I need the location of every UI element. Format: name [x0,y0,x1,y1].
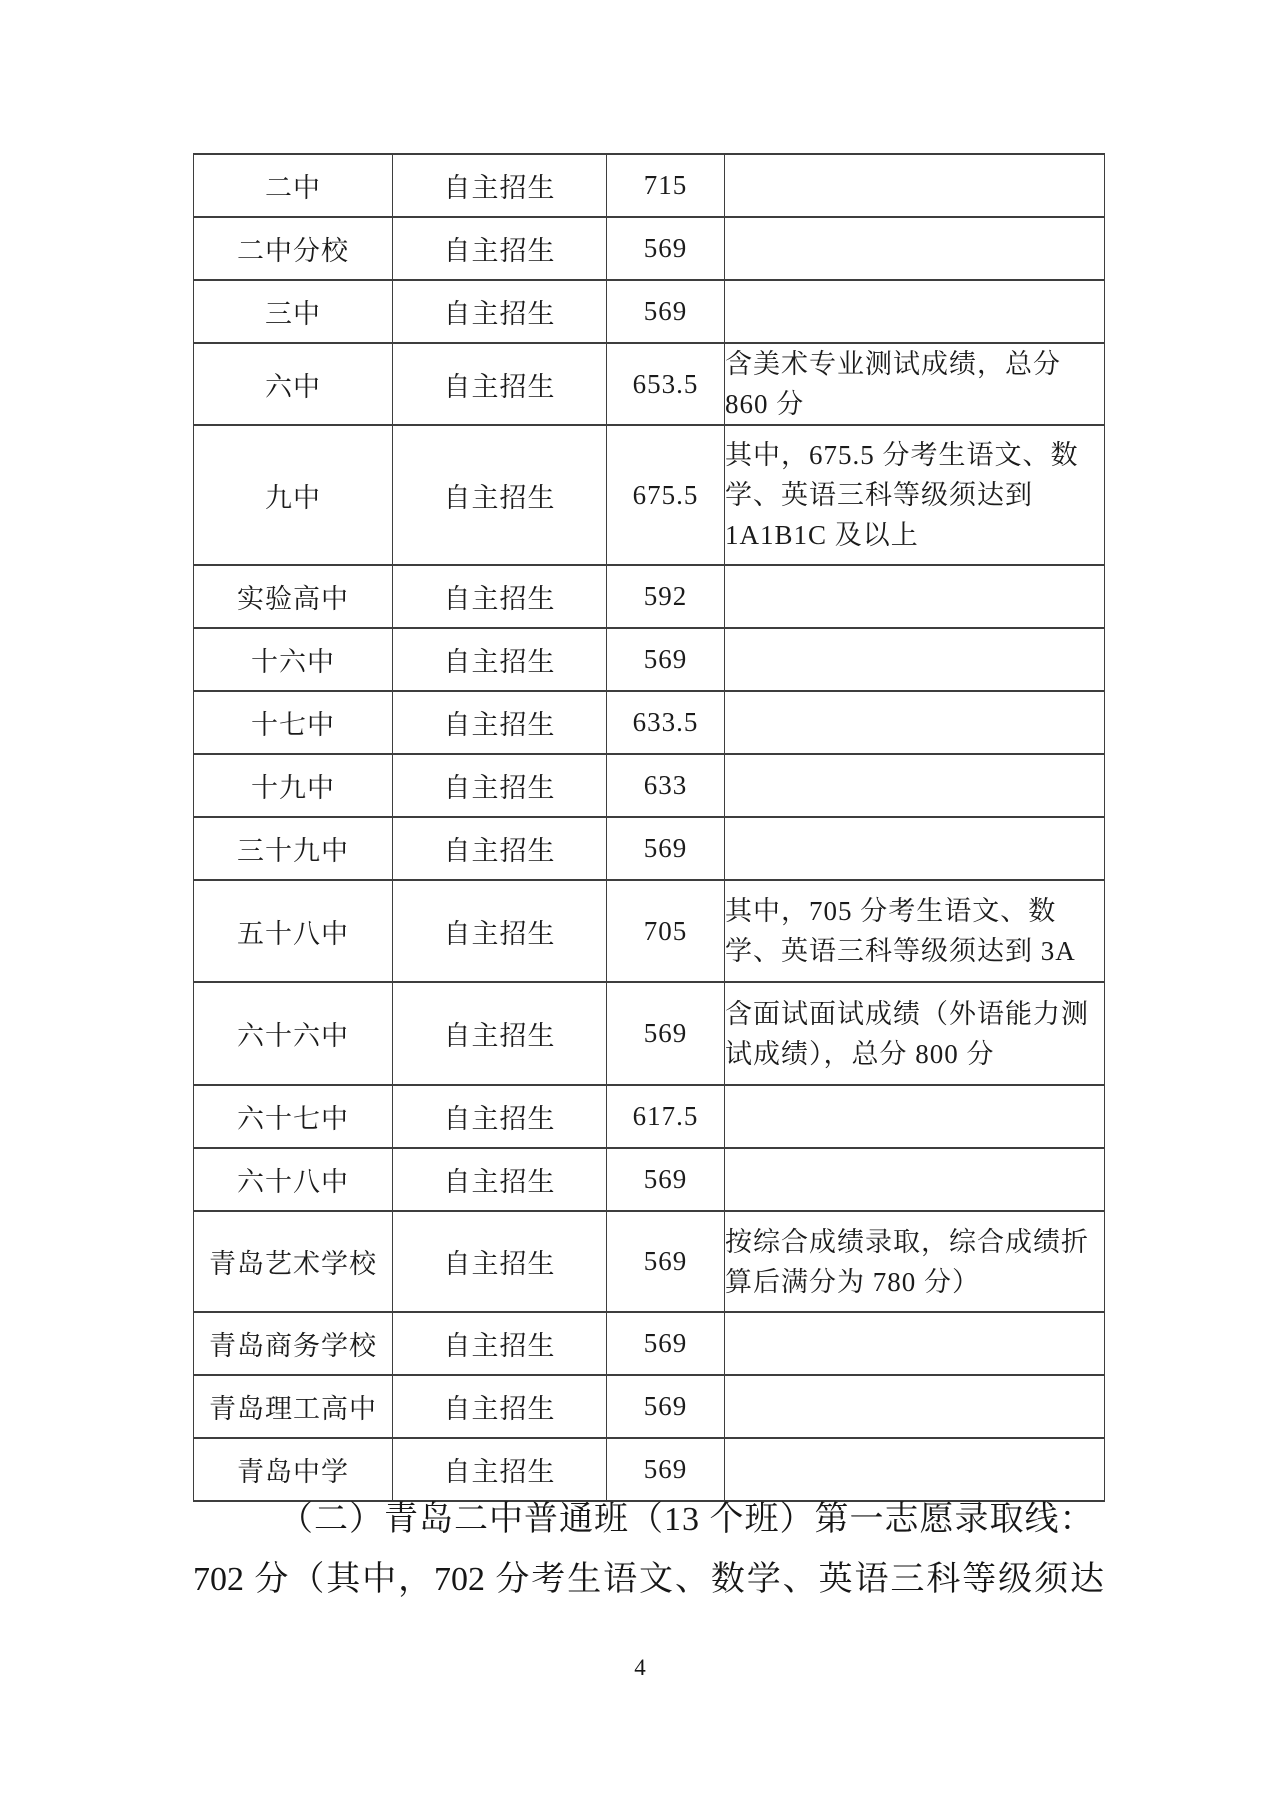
school-name-cell: 三中 [194,280,393,343]
admission-type-cell: 自主招生 [393,1148,607,1211]
table-row [194,982,1105,1085]
admission-type-cell: 自主招生 [393,154,607,217]
admission-type-cell: 自主招生 [393,1085,607,1148]
admission-type-cell: 自主招生 [393,425,607,565]
table-row [194,754,1105,817]
school-name-cell: 青岛理工高中 [194,1375,393,1438]
remark-cell: 按综合成绩录取，综合成绩折算后满分为 780 分） [725,1211,1105,1312]
admission-type-cell: 自主招生 [393,343,607,425]
admission-type-cell: 自主招生 [393,982,607,1085]
table-row [194,1148,1105,1211]
table-row [194,1375,1105,1438]
table-row [194,691,1105,754]
table-row [194,1312,1105,1375]
score-cell: 592 [607,565,725,628]
remark-cell [725,280,1105,343]
admission-type-cell: 自主招生 [393,1438,607,1501]
school-name-cell: 六中 [194,343,393,425]
remark-cell: 其中，705 分考生语文、数学、英语三科等级须达到 3A [725,880,1105,982]
score-cell: 675.5 [607,425,725,565]
remark-cell [725,628,1105,691]
remark-cell [725,1148,1105,1211]
score-cell: 569 [607,1375,725,1438]
score-cell: 569 [607,817,725,880]
school-name-cell: 六十六中 [194,982,393,1085]
school-name-cell: 青岛中学 [194,1438,393,1501]
admission-scores-table-body [194,154,1105,1501]
table-row [194,154,1105,217]
paragraph-line-2: 702 分（其中，702 分考生语文、数学、英语三科等级须达 [193,1561,1104,1598]
admission-type-cell: 自主招生 [393,1211,607,1312]
school-name-cell: 五十八中 [194,880,393,982]
remark-cell [725,565,1105,628]
remark-cell [725,1312,1105,1375]
school-name-cell: 二中 [194,154,393,217]
admission-type-cell: 自主招生 [393,691,607,754]
remark-cell [725,817,1105,880]
score-cell: 569 [607,628,725,691]
score-cell: 569 [607,1312,725,1375]
remark-cell [725,217,1105,280]
remark-cell: 其中，675.5 分考生语文、数学、英语三科等级须达到 1A1B1C 及以上 [725,425,1105,565]
score-cell: 569 [607,1211,725,1312]
table-row [194,343,1105,425]
admission-type-cell: 自主招生 [393,1375,607,1438]
admission-type-cell: 自主招生 [393,817,607,880]
admission-type-cell: 自主招生 [393,1312,607,1375]
score-cell: 569 [607,217,725,280]
school-name-cell: 十六中 [194,628,393,691]
score-cell: 633 [607,754,725,817]
score-cell: 569 [607,1148,725,1211]
table-row [194,217,1105,280]
paragraph-line-1: （二）青岛二中普通班（13 个班）第一志愿录取线： [279,1501,1095,1538]
school-name-cell: 九中 [194,425,393,565]
admission-type-cell: 自主招生 [393,628,607,691]
page-number: 4 [634,1655,646,1680]
remark-cell [725,1375,1105,1438]
school-name-cell: 青岛艺术学校 [194,1211,393,1312]
score-cell: 715 [607,154,725,217]
remark-cell [725,754,1105,817]
score-cell: 653.5 [607,343,725,425]
table-row [194,628,1105,691]
admission-type-cell: 自主招生 [393,280,607,343]
table-row [194,880,1105,982]
table-row [194,817,1105,880]
school-name-cell: 青岛商务学校 [194,1312,393,1375]
school-name-cell: 六十八中 [194,1148,393,1211]
section-2-paragraph [193,1490,1104,1610]
score-cell: 617.5 [607,1085,725,1148]
school-name-cell: 二中分校 [194,217,393,280]
table-row [194,425,1105,565]
remark-cell: 含美术专业测试成绩，总分 860 分 [725,343,1105,425]
school-name-cell: 十七中 [194,691,393,754]
score-cell: 569 [607,280,725,343]
score-cell: 705 [607,880,725,982]
score-cell: 569 [607,1438,725,1501]
school-name-cell: 实验高中 [194,565,393,628]
remark-cell: 含面试面试成绩（外语能力测试成绩），总分 800 分 [725,982,1105,1085]
remark-cell [725,1085,1105,1148]
remark-cell [725,154,1105,217]
table-row [194,565,1105,628]
admission-type-cell: 自主招生 [393,565,607,628]
score-cell: 633.5 [607,691,725,754]
table-row [194,1211,1105,1312]
remark-cell [725,691,1105,754]
school-name-cell: 三十九中 [194,817,393,880]
table-row [194,1085,1105,1148]
school-name-cell: 十九中 [194,754,393,817]
admission-type-cell: 自主招生 [393,880,607,982]
table-row [194,280,1105,343]
admission-scores-table [193,153,1105,1502]
admission-type-cell: 自主招生 [393,217,607,280]
admission-type-cell: 自主招生 [393,754,607,817]
score-cell: 569 [607,982,725,1085]
school-name-cell: 六十七中 [194,1085,393,1148]
